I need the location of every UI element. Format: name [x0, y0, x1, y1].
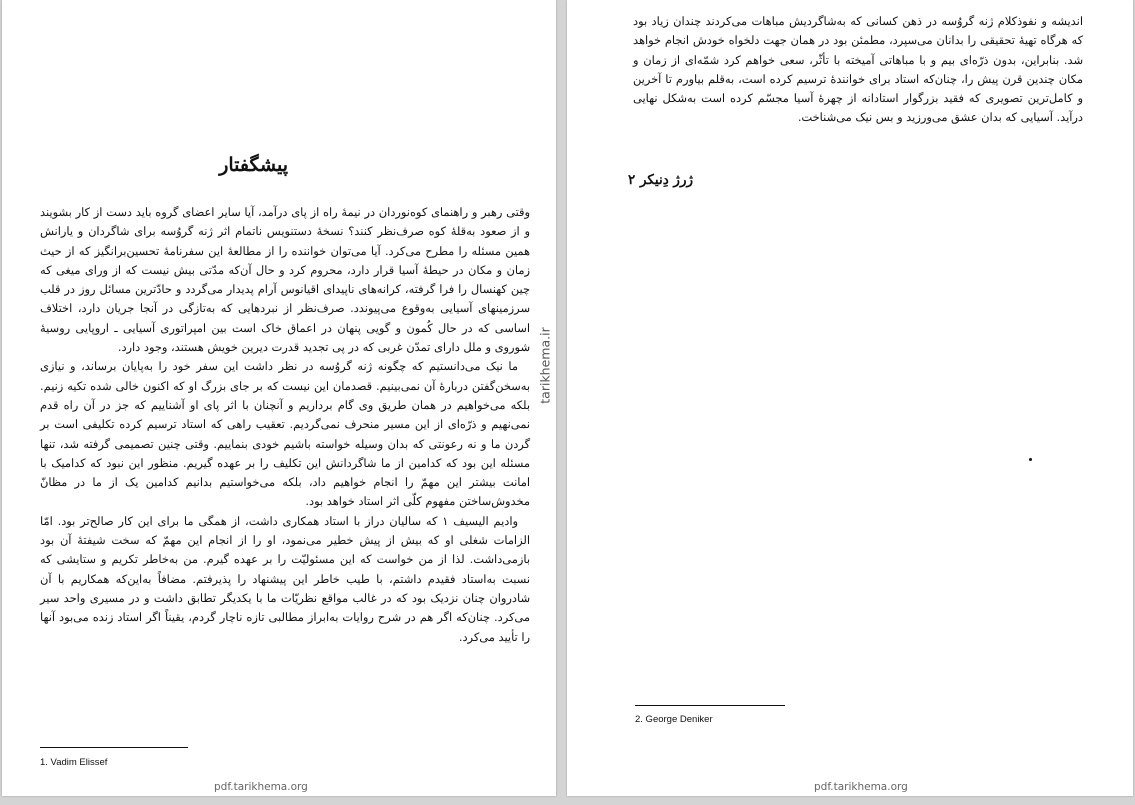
paragraph-1: وقتی رهبر و راهنمای کوه‌نوردان در نیمهٔ راه از پای درآمد، آیا سایر اعضای گروه باید دست از کار بشویند و از صعود به‌قلهٔ کوه صرف‌نظر کنند؟ نسخهٔ دستنویس ناتمام اثر ژنه گروُسه برای شاگردان و یارانش همین مسئله را مطرح می‌کرد. آیا می‌توان خواننده را از مطالعهٔ این سفرنامهٔ تحسین‌برانگیز که از حیث زمان و مکان در حیطهٔ آسیا قرار دارد، محروم کرد و حال آن‌که مدّتی بیش نیست که از ورای میغی که چین کهنسال را فرا گرفته، کرانه‌های ناپیدای اقیانوس آرام پدیدار می‌گردد و حادّترین مسائل روز در قلب سرزمینهای آسیایی به‌وقوع می‌پیوندد. صرف‌نظر از نبردهایی که به‌تازگی در آنجا جریان دارد، اختلاف اساسی که در حال کُمون و گویی پنهان در اعماق خاک است بین امپراتوری آسیایی ـ اروپایی روسیهٔ شوروی و ملل دارای تمدّن غربی که در پی تجدید قدرت دیرین خویش هستند، وجود دارد. [40, 205, 530, 355]
watermark-main: tarikhema.ir [537, 327, 553, 404]
left-page [2, 0, 556, 796]
paragraph-3: وادیم الیسیف ۱ که سالیان دراز با استاد همکاری داشت، از همگی ما برای این کار صالح‌تر بود. امّا الزامات شغلی او که بیش از پیش خطیر می‌نمود، او را از انجام این مهمّ که سخت شیفتهٔ آن بود بازمی‌داشت. لذا از من خواست که این مسئولیّت را بر عهده گیرم. من به‌خاطر تکریم و ستایشی که نسبت به‌استاد فقیدم داشتم، با طیب خاطر این پیشنهاد را پذیرفتم. مضافاً به‌این‌که همکاریم با آن شادروان چنان نزدیک بود که در غالب مواقع نظریّات ما با یکدیگر تطابق داشت و در مسیری واحد سیر می‌کرد. چنان‌که اگر هم در شرح روایات به‌ابراز مطالبی تازه ناچار گردم، یقیناً اگر استاد زنده می‌بود آنها را تأیید می‌کرد. [40, 513, 530, 644]
footnote-1: 1. Vadim Elissef [40, 757, 108, 768]
signature: ژرژ دِنیکر ۲ [628, 172, 693, 188]
paragraph-2: ما نیک می‌دانستیم که چگونه ژنه گروُسه در نظر داشت این سفر خود را به‌پایان برساند، و نیازی به‌سخن‌گفتن دربارهٔ آن نمی‌بینیم. قصدمان این نیست که بر جای بزرگ او که اکنون خالی شده تکیه زنیم. بلکه می‌خواهیم در همان طریق وی گام برداریم و آنچنان با اثر پای او آشناییم که جز در آن راه قدم نمی‌نهیم و ذرّه‌ای از این مسیر منحرف نمی‌گردیم. تعقیب راهی که استاد ترسیم کرده تکلیفی است بر گردن ما و نه رعونتی که بدان وسیله خواسته باشیم خودی بنماییم. وقتی چنین تصمیمی گرفته شد، تنها مسئله این بود که کدامین از ما شاگردانش این تکلیف را بر عهده گیریم. منظور این نبود که کدامیک با امانت بیشتر این مهمّ را انجام خواهیم داد، بلکه می‌خواستیم بدانیم کدامین یک از ما در مظانّ مخدوش‌ساختن مفهوم کلّی اثر استاد خواهد بود. [40, 359, 530, 509]
footnote-rule-right [635, 705, 785, 706]
right-page [567, 0, 1133, 796]
left-body [40, 203, 530, 647]
footnote-2: 2. George Deniker [635, 714, 713, 725]
page-footer-left[interactable]: pdf.tarikhema.org [214, 781, 308, 793]
right-body [633, 12, 1083, 128]
paragraph-right: اندیشه و نفوذکلام ژنه گروُسه در ذهن کسانی که به‌شاگردیش مباهات می‌کردند چندان زیاد بود که هرگاه تهیهٔ تحقیقی را بدانان می‌سپرد، مطمئن بود در همان جهت دلخواه خودش انجام خواهد شد. بنابراین، بدون ذرّه‌ای بیم و با مباهاتی آمیخته با تأثّر، سعی خواهم کرد شمّه‌ای از زمان و مکان چندین قرن پیش را، چنان‌که استاد برای خوانندهٔ ترسیم کرده است، به‌قلم بیاورم تا آخرین و کامل‌ترین تصویری که فقید بزرگوار استادانه از چهرهٔ آسیا مجسّم کرده است به‌شکل نهایی درآید. آسیایی که بدان عشق می‌ورزید و بس نیک می‌شناخت. [633, 14, 1083, 125]
footnote-rule [40, 747, 188, 748]
stray-dot [1029, 458, 1032, 461]
page-footer-right[interactable]: pdf.tarikhema.org [814, 781, 908, 793]
page-heading: پیشگفتار [219, 154, 288, 176]
